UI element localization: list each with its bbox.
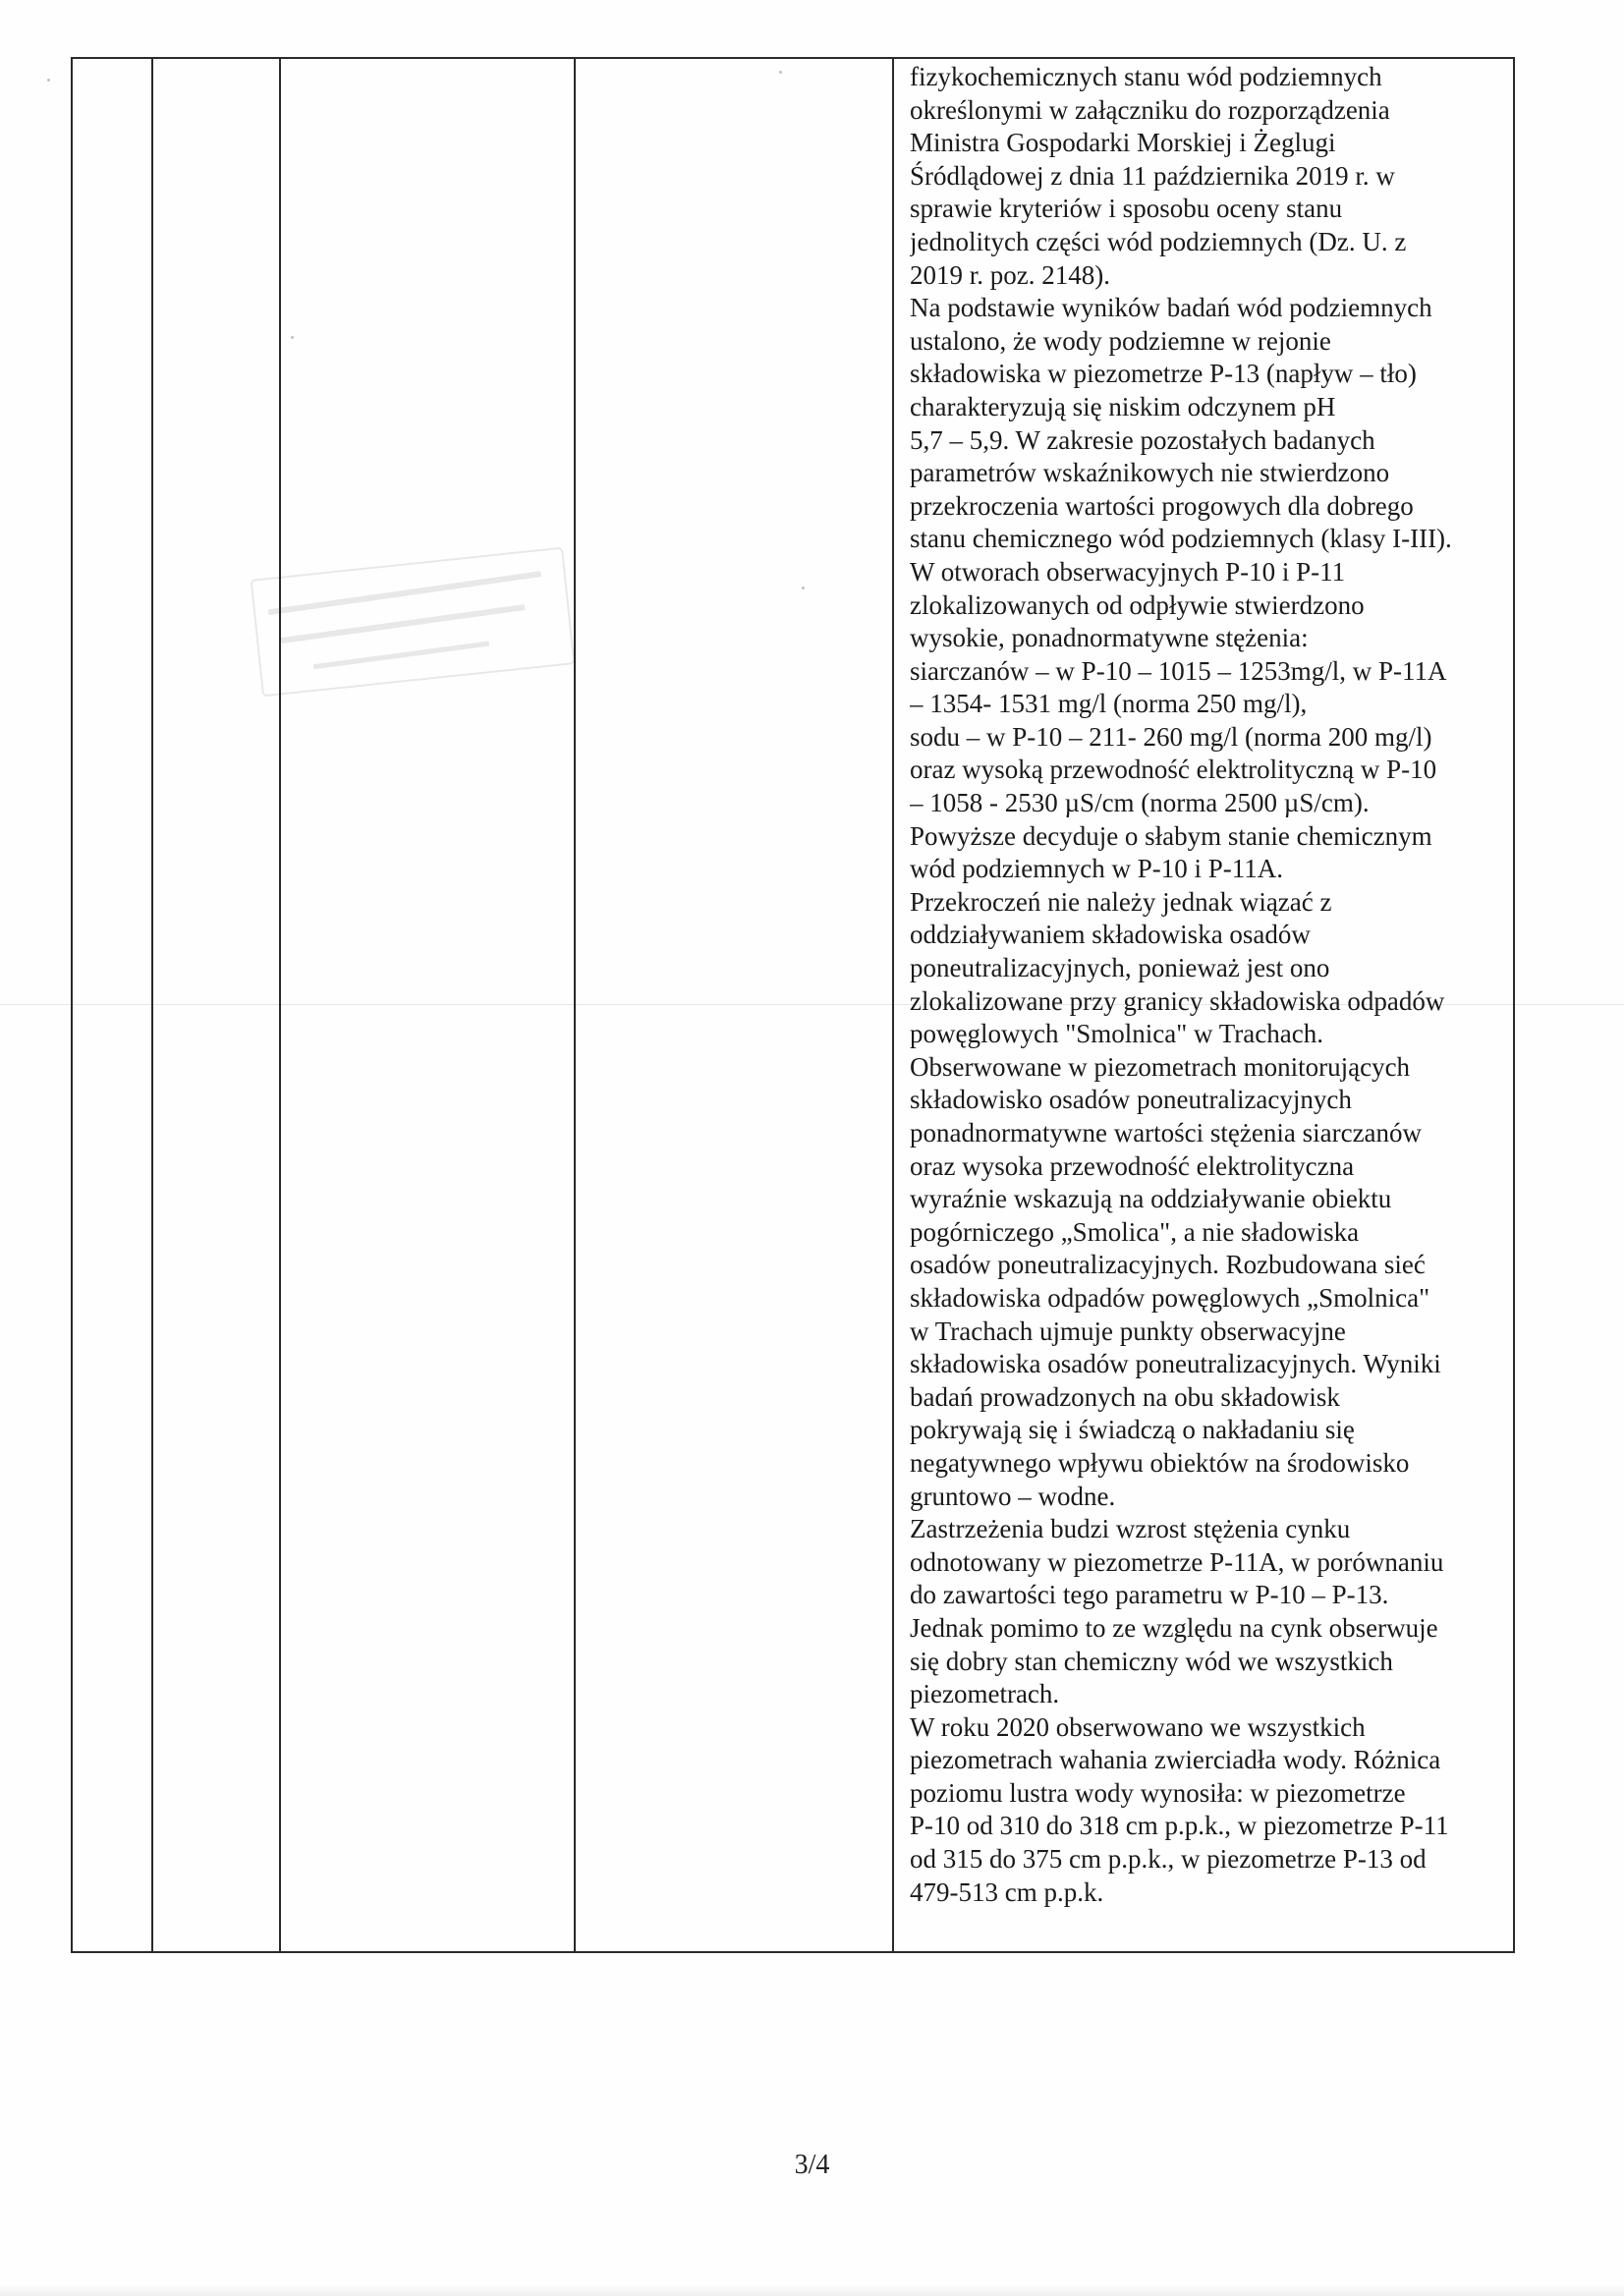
text-line: P-10 od 310 do 318 cm p.p.k., w piezometrze P-11 [910, 1811, 1449, 1841]
document-table [71, 57, 1515, 1953]
text-line: W roku 2020 obserwowano we wszystkich [910, 1711, 1366, 1742]
text-line: – 1058 - 2530 µS/cm (norma 2500 µS/cm). [910, 788, 1370, 818]
text-line: – 1354- 1531 mg/l (norma 250 mg/l), [910, 689, 1308, 719]
text-line: od 315 do 375 cm p.p.k., w piezometrze P-13 od [910, 1844, 1427, 1875]
text-line: piezometrach wahania zwierciadła wody. Różnica [910, 1745, 1441, 1775]
text-line: fizykochemicznych stanu wód podziemnych [910, 62, 1382, 91]
text-line: Obserwowane w piezometrach monitorujących [910, 1051, 1411, 1082]
text-line: sodu – w P-10 – 211- 260 mg/l (norma 200 mg/l) [910, 721, 1432, 752]
text-line: pokrywają się i świadczą o nakładaniu się [910, 1415, 1355, 1445]
scan-bottom-edge [0, 2284, 1624, 2296]
text-line: składowiska odpadów powęglowych „Smolnica" [910, 1282, 1430, 1313]
text-line: stanu chemicznego wód podziemnych (klasy I-III). [910, 524, 1452, 554]
text-line: powęglowych "Smolnica" w Trachach. [910, 1019, 1323, 1049]
text-line: określonymi w załączniku do rozporządzenia [910, 94, 1390, 125]
table-column-divider [151, 59, 153, 1951]
text-line: 479-513 cm p.p.k. [910, 1876, 1104, 1907]
scan-speck [47, 79, 50, 82]
text-line: 5,7 – 5,9. W zakresie pozostałych badanych [910, 424, 1375, 455]
text-line: oraz wysoka przewodność elektrolityczna [910, 1150, 1355, 1181]
text-line: w Trachach ujmuje punkty obserwacyjne [910, 1316, 1346, 1346]
text-line: składowisko osadów poneutralizacyjnych [910, 1085, 1352, 1115]
text-line: piezometrach. [910, 1679, 1060, 1709]
text-line: badań prowadzonych na obu składowisk [910, 1381, 1340, 1412]
text-line: parametrów wskaźnikowych nie stwierdzono [910, 458, 1390, 488]
text-line: charakteryzują się niskim odczynem pH [910, 391, 1336, 421]
table-column-divider [892, 59, 894, 1951]
text-line: się dobry stan chemiczny wód we wszystkich [910, 1646, 1393, 1676]
text-line: Jednak pomimo to ze względu na cynk obserwuje [910, 1612, 1438, 1643]
text-line: Powyższe decyduje o słabym stanie chemicznym [910, 820, 1432, 851]
text-line: składowiska osadów poneutralizacyjnych. Wyniki [910, 1349, 1441, 1379]
text-line: wód podziemnych w P-10 i P-11A. [910, 854, 1283, 884]
text-line: wysokie, ponadnormatywne stężenia: [910, 623, 1309, 653]
text-line: jednolitych części wód podziemnych (Dz. U. z [910, 226, 1407, 256]
text-line: Przekroczeń nie należy jednak wiązać z [910, 886, 1332, 917]
text-line: zlokalizowane przy granicy składowiska odpadów [910, 985, 1445, 1016]
page-number: 3/4 [794, 2150, 830, 2180]
text-line: poneutralizacyjnych, ponieważ jest ono [910, 953, 1330, 983]
table-column-divider [574, 59, 576, 1951]
text-line: zlokalizowanych od odpływie stwierdzono [910, 589, 1365, 620]
text-line: negatywnego wpływu obiektów na środowisko [910, 1447, 1410, 1478]
text-line: Na podstawie wyników badań wód podziemnych [910, 293, 1432, 323]
text-line: Zastrzeżenia budzi wzrost stężenia cynku [910, 1514, 1351, 1544]
text-line: sprawie kryteriów i sposobu oceny stanu [910, 194, 1343, 224]
text-line: odnotowany w piezometrze P-11A, w porównaniu [910, 1546, 1444, 1577]
text-line: oraz wysoką przewodność elektrolityczną w P-10 [910, 755, 1437, 785]
text-line: przekroczenia wartości progowych dla dobrego [910, 490, 1414, 521]
text-line: Śródlądowej z dnia 11 października 2019 r. w [910, 160, 1395, 191]
text-line: gruntowo – wodne. [910, 1481, 1116, 1511]
text-line: poziomu lustra wody wynosiła: w piezometrze [910, 1777, 1406, 1808]
text-line: oddziaływaniem składowiska osadów [910, 920, 1311, 950]
table-column-divider [279, 59, 281, 1951]
text-line: pogórniczego „Smolica", a nie sładowiska [910, 1216, 1360, 1247]
text-line: ponadnormatywne wartości stężenia siarczanów [910, 1118, 1423, 1148]
text-line: do zawartości tego parametru w P-10 – P-13. [910, 1580, 1389, 1610]
text-line: Ministra Gospodarki Morskiej i Żeglugi [910, 128, 1336, 158]
text-line: W otworach obserwacyjnych P-10 i P-11 [910, 556, 1346, 587]
text-line: wyraźnie wskazują na oddziaływanie obiektu [910, 1184, 1392, 1214]
text-line: ustalono, że wody podziemne w rejonie [910, 325, 1331, 356]
text-line: składowiska w piezometrze P-13 (napływ – tło) [910, 359, 1417, 389]
text-line: osadów poneutralizacyjnych. Rozbudowana sieć [910, 1250, 1426, 1280]
text-line: siarczanów – w P-10 – 1015 – 1253mg/l, w P-11A [910, 655, 1447, 686]
table-cell-description [910, 61, 1511, 1947]
text-line: 2019 r. poz. 2148). [910, 259, 1110, 290]
